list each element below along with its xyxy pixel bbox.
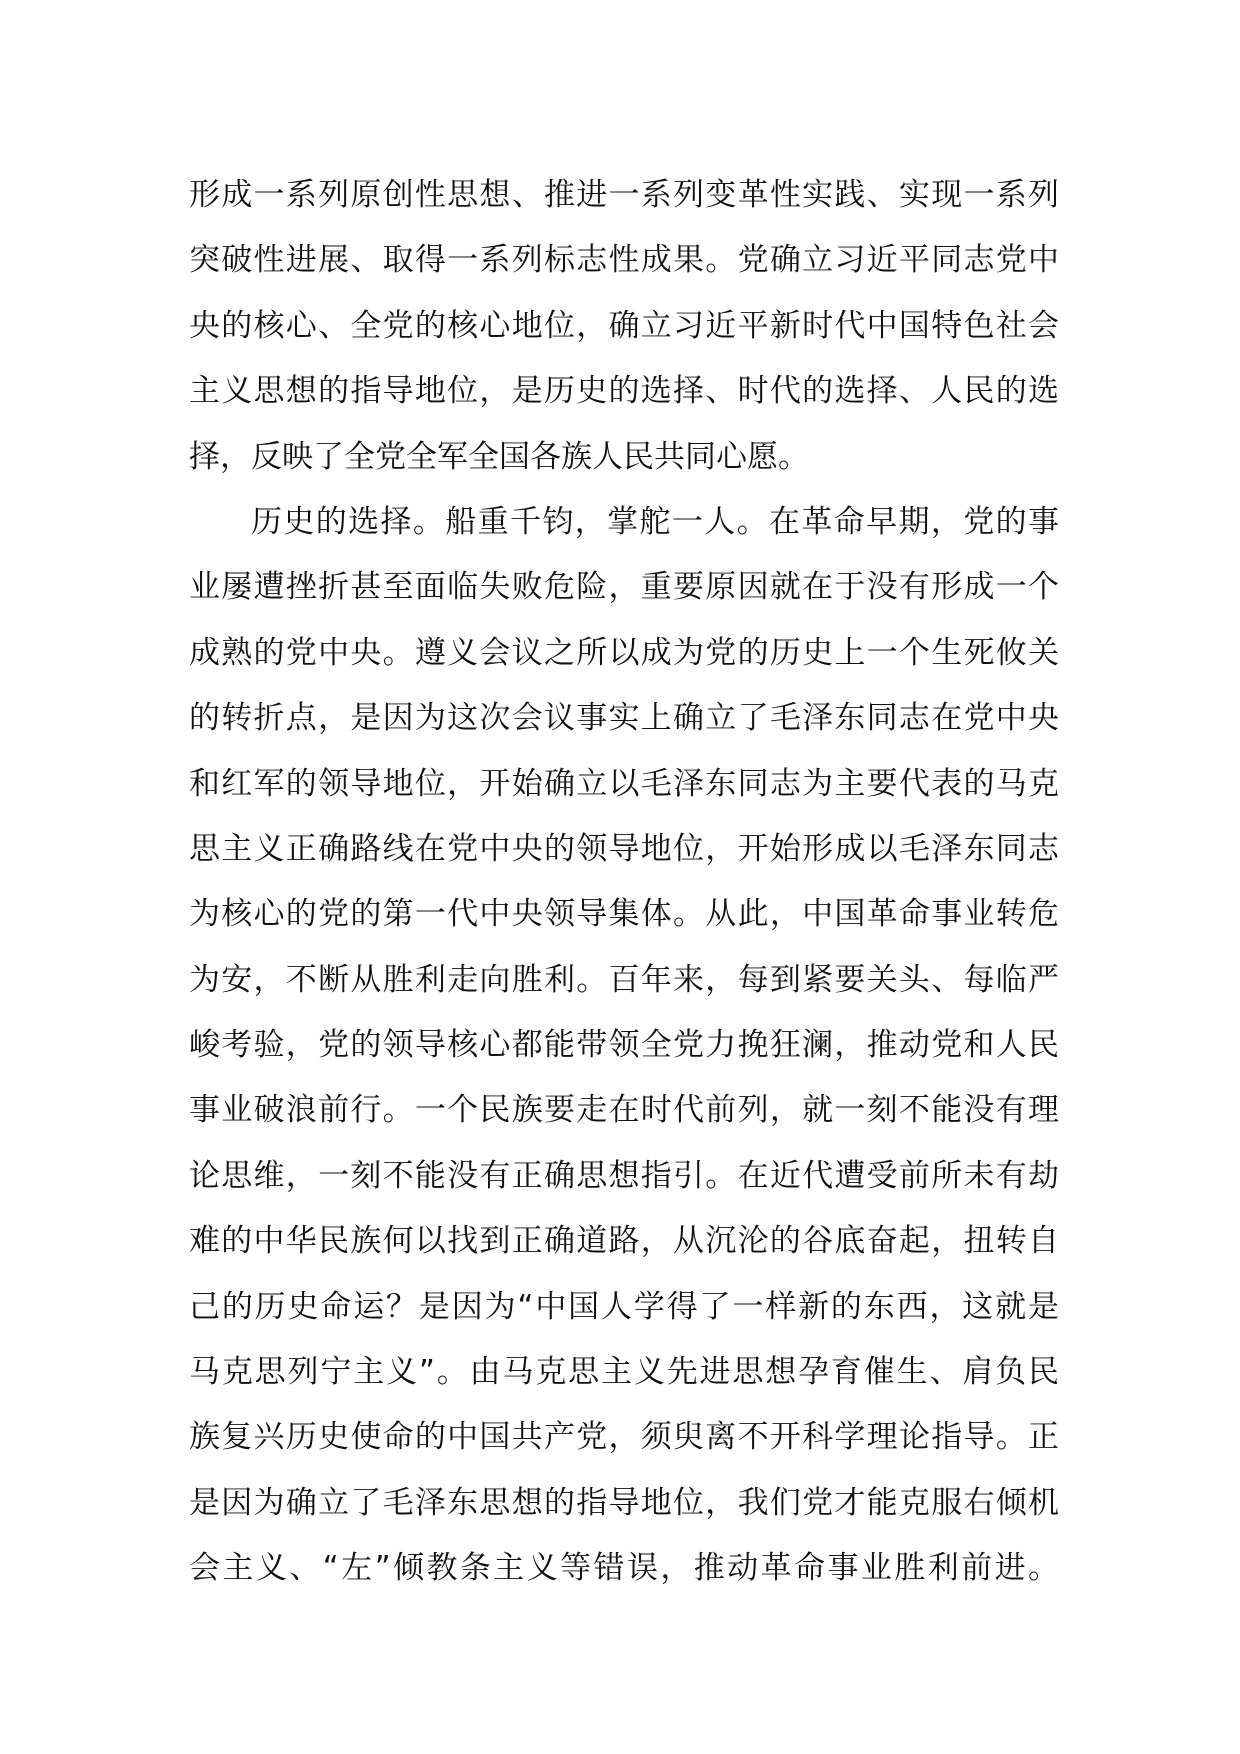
text-line: 主义思想的指导地位，是历史的选择、时代的选择、人民的选 [189,373,1059,410]
paragraph-first-line: 历史的选择。船重千钧，掌舵一人。在革命早期，党的事 [251,503,1059,540]
text-line: 形成一系列原创性思想、推进一系列变革性实践、实现一系列 [189,177,1059,213]
text-line: 己的历史命运？是因为“中国人学得了一样新的东西，这就是 [189,1288,1059,1325]
text-line: 突破性进展、取得一系列标志性成果。党确立习近平同志党中 [189,242,1059,279]
text-line: 事业破浪前行。一个民族要走在时代前列，就一刻不能没有理 [189,1092,1059,1129]
text-line: 论思维，一刻不能没有正确思想指引。在近代遭受前所未有劫 [189,1157,1059,1194]
text-line: 为核心的党的第一代中央领导集体。从此，中国革命事业转危 [189,896,1059,933]
text-line: 会主义、“左”倾教条主义等错误，推动革命事业胜利前进。 [189,1550,1059,1587]
text-line: 择，反映了全党全军全国各族人民共同心愿。 [189,438,809,475]
text-line: 为安，不断从胜利走向胜利。百年来，每到紧要关头、每临严 [189,961,1059,998]
text-line: 业屡遭挫折甚至面临失败危险，重要原因就在于没有形成一个 [189,569,1059,606]
text-line: 峻考验，党的领导核心都能带领全党力挽狂澜，推动党和人民 [189,1027,1059,1064]
text-line: 思主义正确路线在党中央的领导地位，开始形成以毛泽东同志 [189,830,1059,867]
text-line: 族复兴历史使命的中国共产党，须臾离不开科学理论指导。正 [189,1419,1059,1456]
text-line: 央的核心、全党的核心地位，确立习近平新时代中国特色社会 [189,307,1059,344]
body-text [189,163,1059,1602]
text-line: 是因为确立了毛泽东思想的指导地位，我们党才能克服右倾机 [189,1484,1059,1521]
text-line: 和红军的领导地位，开始确立以毛泽东同志为主要代表的马克 [189,765,1059,802]
text-line: 马克思列宁主义”。由马克思主义先进思想孕育催生、肩负民 [189,1354,1059,1391]
text-line: 的转折点，是因为这次会议事实上确立了毛泽东同志在党中央 [189,700,1059,737]
text-line: 成熟的党中央。遵义会议之所以成为党的历史上一个生死攸关 [189,634,1059,671]
text-line: 难的中华民族何以找到正确道路，从沉沦的谷底奋起，扭转自 [189,1223,1059,1260]
